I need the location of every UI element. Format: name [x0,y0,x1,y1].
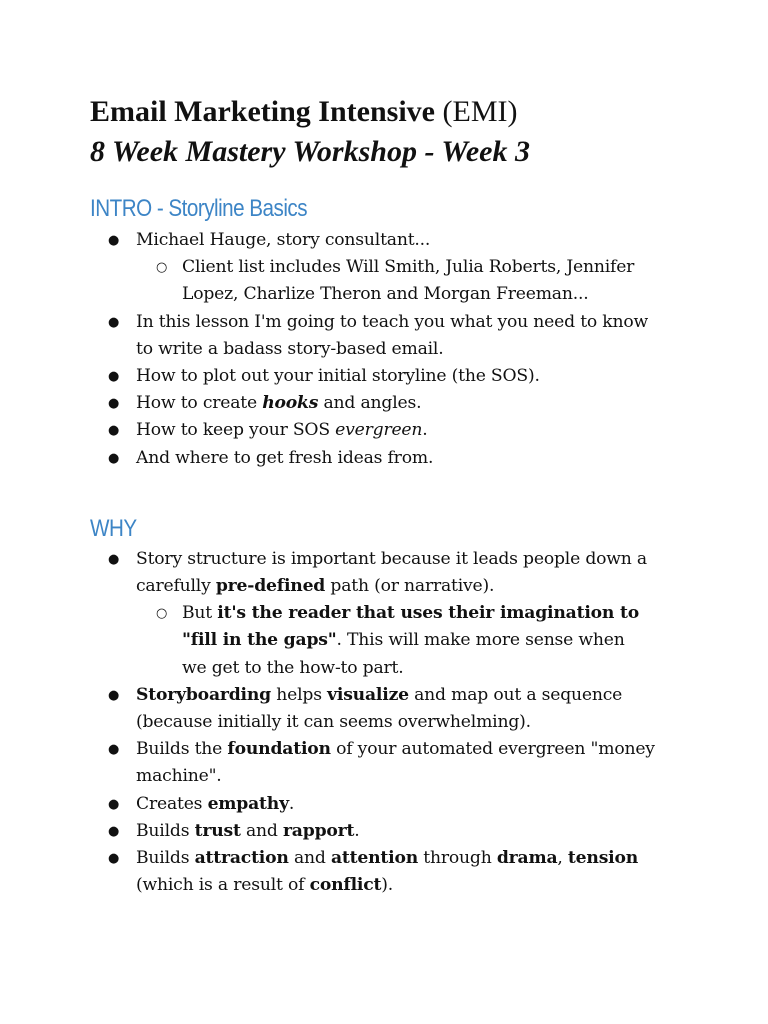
item-text: Builds [136,848,195,869]
bold-term: foundation [227,739,331,760]
title-suffix: (EMI) [435,95,518,128]
item-text: path (or narrative). [325,576,495,597]
item-text: Creates [136,793,208,814]
bullet-icon [108,818,119,845]
bold-term: visualize [327,684,409,705]
bold-term: trust [194,820,241,841]
document-page [90,92,690,899]
item-text: and [288,848,331,869]
why-list [90,546,690,900]
bullet-icon [108,736,119,763]
item-text: and angles. [318,393,422,414]
item-text: . [354,820,360,841]
list-item [90,363,666,390]
bold-term: attention [330,848,419,869]
title-bold: Email Marketing Intensive [90,95,435,128]
item-text: Builds the [136,739,228,760]
bold-term: tension [567,848,639,869]
bold-term: conflict [309,875,382,896]
bullet-icon [108,682,119,709]
item-text: through [418,848,497,869]
item-text: helps [271,684,328,705]
item-text: (which is a result of [136,875,310,896]
bullet-icon [108,417,119,444]
item-text: In this lesson I'm going to teach you what you need to know to write a badass story-based email. [136,311,649,359]
list-item [90,227,666,254]
bullet-icon [108,363,119,390]
document-subtitle [90,132,690,172]
document-title [90,92,690,132]
item-text: of your automated evergreen "money machine". [136,739,655,787]
list-item [90,309,666,363]
list-item [90,682,666,736]
item-text: and [240,820,283,841]
item-text: . This will make more sense when we get to the how-to part. [182,630,625,678]
bold-term: empathy [207,793,289,814]
item-text: . [288,793,295,814]
bold-term: attraction [194,848,289,869]
item-text: Builds [136,820,195,841]
list-item [90,818,666,845]
item-text: How to create [136,393,263,414]
list-item [90,417,666,444]
item-text: Michael Hauge, story consultant... [136,230,431,250]
bullet-icon [108,791,119,818]
subtitle-italic: 8 Week Mastery Workshop - [90,135,442,168]
bullet-icon [108,309,119,336]
list-item [90,845,666,899]
bullet-icon [108,845,119,872]
hollow-bullet-icon [156,254,167,281]
bullet-icon [108,445,119,472]
item-text: Client list includes Will Smith, Julia Roberts, Jennifer Lopez, Charlize Theron and Morgan Freeman... [182,257,635,305]
bold-term: rapport [282,820,355,841]
hollow-bullet-icon [156,600,167,627]
sub-list-item [90,600,642,682]
list-item [90,546,666,600]
bullet-icon [108,390,119,417]
item-text: , [557,848,568,869]
emphasis-hooks: hooks [262,393,319,414]
intro-list [90,227,690,472]
sub-list-item [90,254,642,308]
list-item [90,736,666,790]
bullet-icon [108,546,119,573]
list-item [90,445,666,472]
bold-term: Storyboarding [136,684,271,705]
item-text: . [422,420,428,441]
bold-term: it's the reader that uses their imagination to "fill in the gaps" [182,603,639,651]
list-item [90,390,666,417]
item-text: How to keep your SOS [136,420,336,441]
item-text: ). [381,875,394,896]
list-item [90,791,666,818]
bullet-icon [108,227,119,254]
section-heading-why: WHY [90,514,137,542]
emphasis-evergreen: evergreen [335,420,423,441]
item-text: But [182,603,218,624]
bold-term: pre-defined [215,576,326,597]
item-text: Story structure is important because it leads people down a carefully [136,548,647,597]
section-heading-intro: INTRO - Storyline Basics [90,195,308,222]
subtitle-week: Week 3 [441,135,531,168]
item-text: How to plot out your initial storyline (the SOS). [136,366,540,387]
item-text: And where to get fresh ideas from. [136,447,434,468]
item-text: and map out a sequence (because initially it can seems overwhelming). [136,684,623,733]
bold-term: drama [496,848,558,869]
